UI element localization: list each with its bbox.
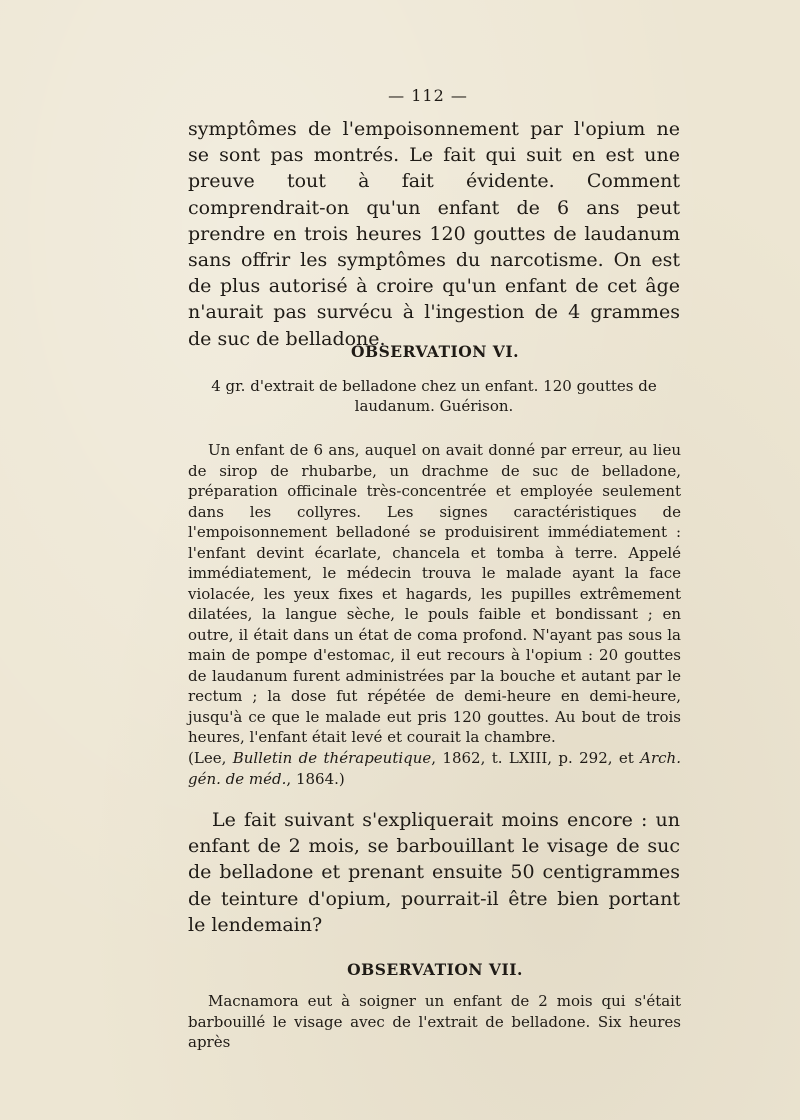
observation-7-heading: OBSERVATION VII.: [347, 960, 523, 979]
citation-journal-2: Arch. gén. de méd.: [188, 749, 681, 788]
citation-open: (Lee,: [188, 749, 233, 767]
paragraph-following-fact: Le fait suivant s'expliquerait moins encore : un enfant de 2 mois, se barbouillant le visage de suc de belladone et prenant ensuite 50 centigrammes de teinture d'opium, pourrait-il être bien portant le lendemain?: [188, 809, 680, 936]
citation-middle: , 1862, t. LXIII, p. 292, et: [431, 749, 641, 767]
observation-6-summary: 4 gr. d'extrait de belladone chez un enfant. 120 gouttes de laudanum. Guérison.: [211, 377, 657, 415]
observation-6-heading: OBSERVATION VI.: [351, 342, 519, 361]
page-number: — 112 —: [388, 86, 468, 105]
citation-journal-1: Bulletin de thérapeutique: [232, 749, 432, 767]
observation-6-citation: [188, 748, 681, 789]
observation-7-text: Macnamora eut à soigner un enfant de 2 mois qui s'était barbouillé le visage avec de l'extrait de belladone. Six heures après: [188, 992, 681, 1051]
citation-close: , 1864.): [286, 769, 345, 788]
observation-6-text: Un enfant de 6 ans, auquel on avait donné par erreur, au lieu de sirop de rhubarbe, un drachme de suc de belladone, préparation officinale très-concentrée et employée seulement dans les collyres. Les signes caractéristiques de l'empoisonnement belladoné se produisirent immédiatement : l'enfant devint écarlate, chancela et tomba à terre. Appelé immédiatement, le médecin trouva le malade ayant la face violacée, les yeux fixes et hagards, les pupilles extrêmement dilatées, la langue sèche, le pouls faible et bondissant ; en outre, il était dans un état de coma profond. N'ayant pas sous la main de pompe d'estomac, il eut recours à l'opium : 20 gouttes de laudanum furent administrées par la bouche et autant par le rectum ; la dose fut répétée de demi-heure en demi-heure, jusqu'à ce que le malade eut pris 120 gouttes. Au bout de trois heures, l'enfant était levé et courait la chambre.: [188, 441, 681, 746]
paragraph-intro: symptômes de l'empoisonnement par l'opium ne se sont pas montrés. Le fait qui suit en est une preuve tout à fait évidente. Comment comprendrait-on qu'un enfant de 6 ans peut prendre en trois heures 120 gouttes de laudanum sans offrir les symptômes du narcotisme. On est de plus autorisé à croire qu'un enfant de cet âge n'aurait pas survécu à l'ingestion de 4 grammes de suc de belladone.: [188, 118, 680, 350]
